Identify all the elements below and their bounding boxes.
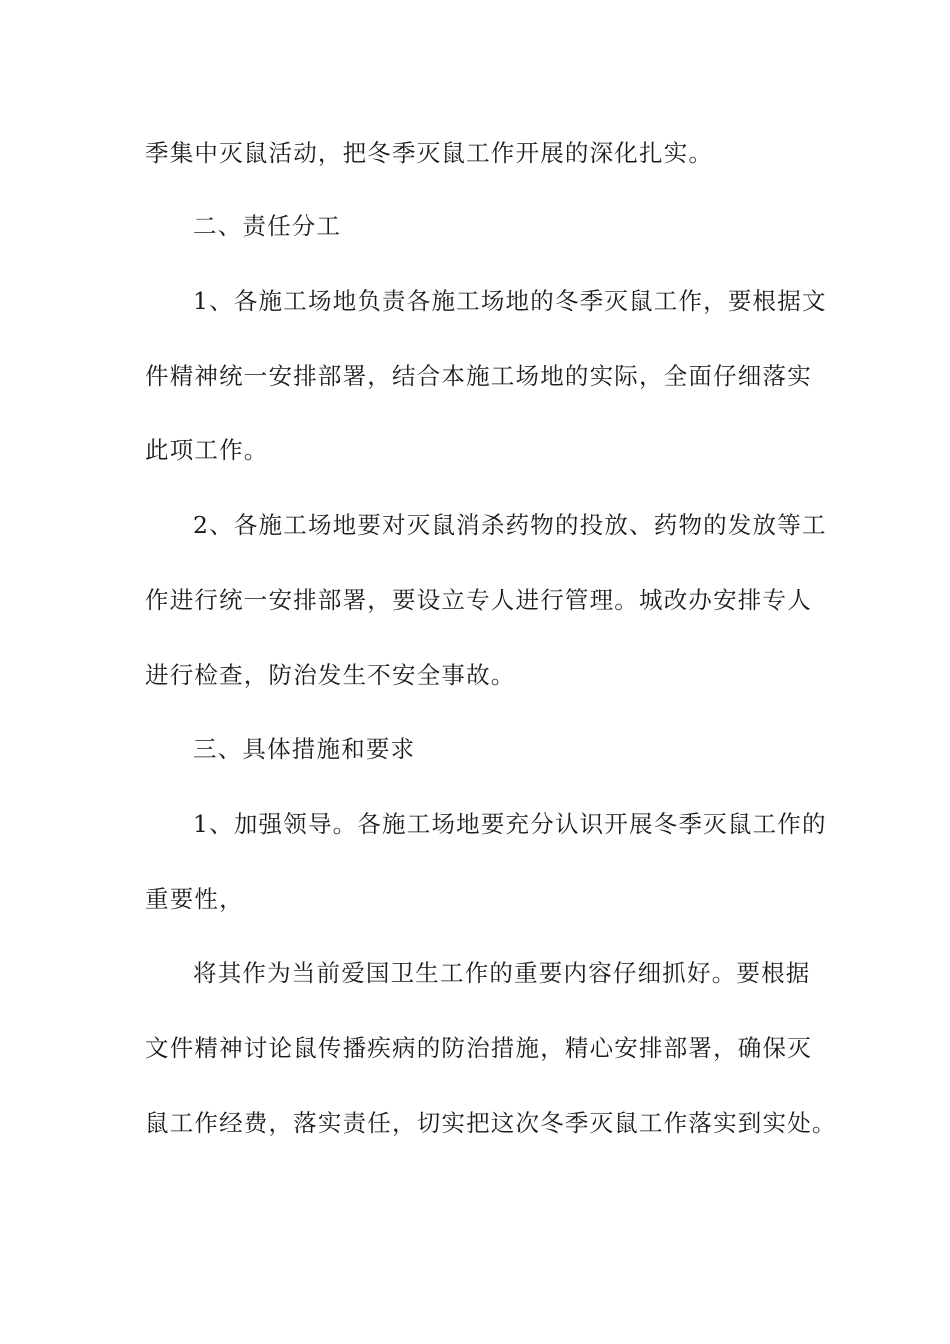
paragraph-line: 重要性， — [145, 885, 244, 913]
paragraph-line: 将其作为当前爱国卫生工作的重要内容仔细抓好。要根据 — [193, 959, 811, 987]
paragraph-line: 文件精神讨论鼠传播疾病的防治措施，精心安排部署，确保灭 — [145, 1034, 812, 1062]
paragraph-line: 1、各施工场地负责各施工场地的冬季灭鼠工作，要根据文 — [193, 287, 827, 315]
paragraph-line: 鼠工作经费，落实责任，切实把这次冬季灭鼠工作落实到实处。 — [145, 1109, 837, 1137]
paragraph-line: 1、加强领导。各施工场地要充分认识开展冬季灭鼠工作的 — [193, 810, 827, 838]
section-heading: 三、具体措施和要求 — [193, 735, 416, 763]
paragraph-line: 2、各施工场地要对灭鼠消杀药物的投放、药物的发放等工 — [193, 511, 827, 539]
paragraph-line: 作进行统一安排部署，要设立专人进行管理。城改办安排专人 — [145, 586, 812, 614]
paragraph-line: 进行检查，防治发生不安全事故。 — [145, 661, 516, 689]
section-heading: 二、责任分工 — [193, 212, 342, 240]
paragraph-line: 季集中灭鼠活动，把冬季灭鼠工作开展的深化扎实。 — [145, 139, 714, 167]
paragraph-line: 此项工作。 — [145, 436, 269, 464]
paragraph-line: 件精神统一安排部署，结合本施工场地的实际，全面仔细落实 — [145, 362, 812, 390]
